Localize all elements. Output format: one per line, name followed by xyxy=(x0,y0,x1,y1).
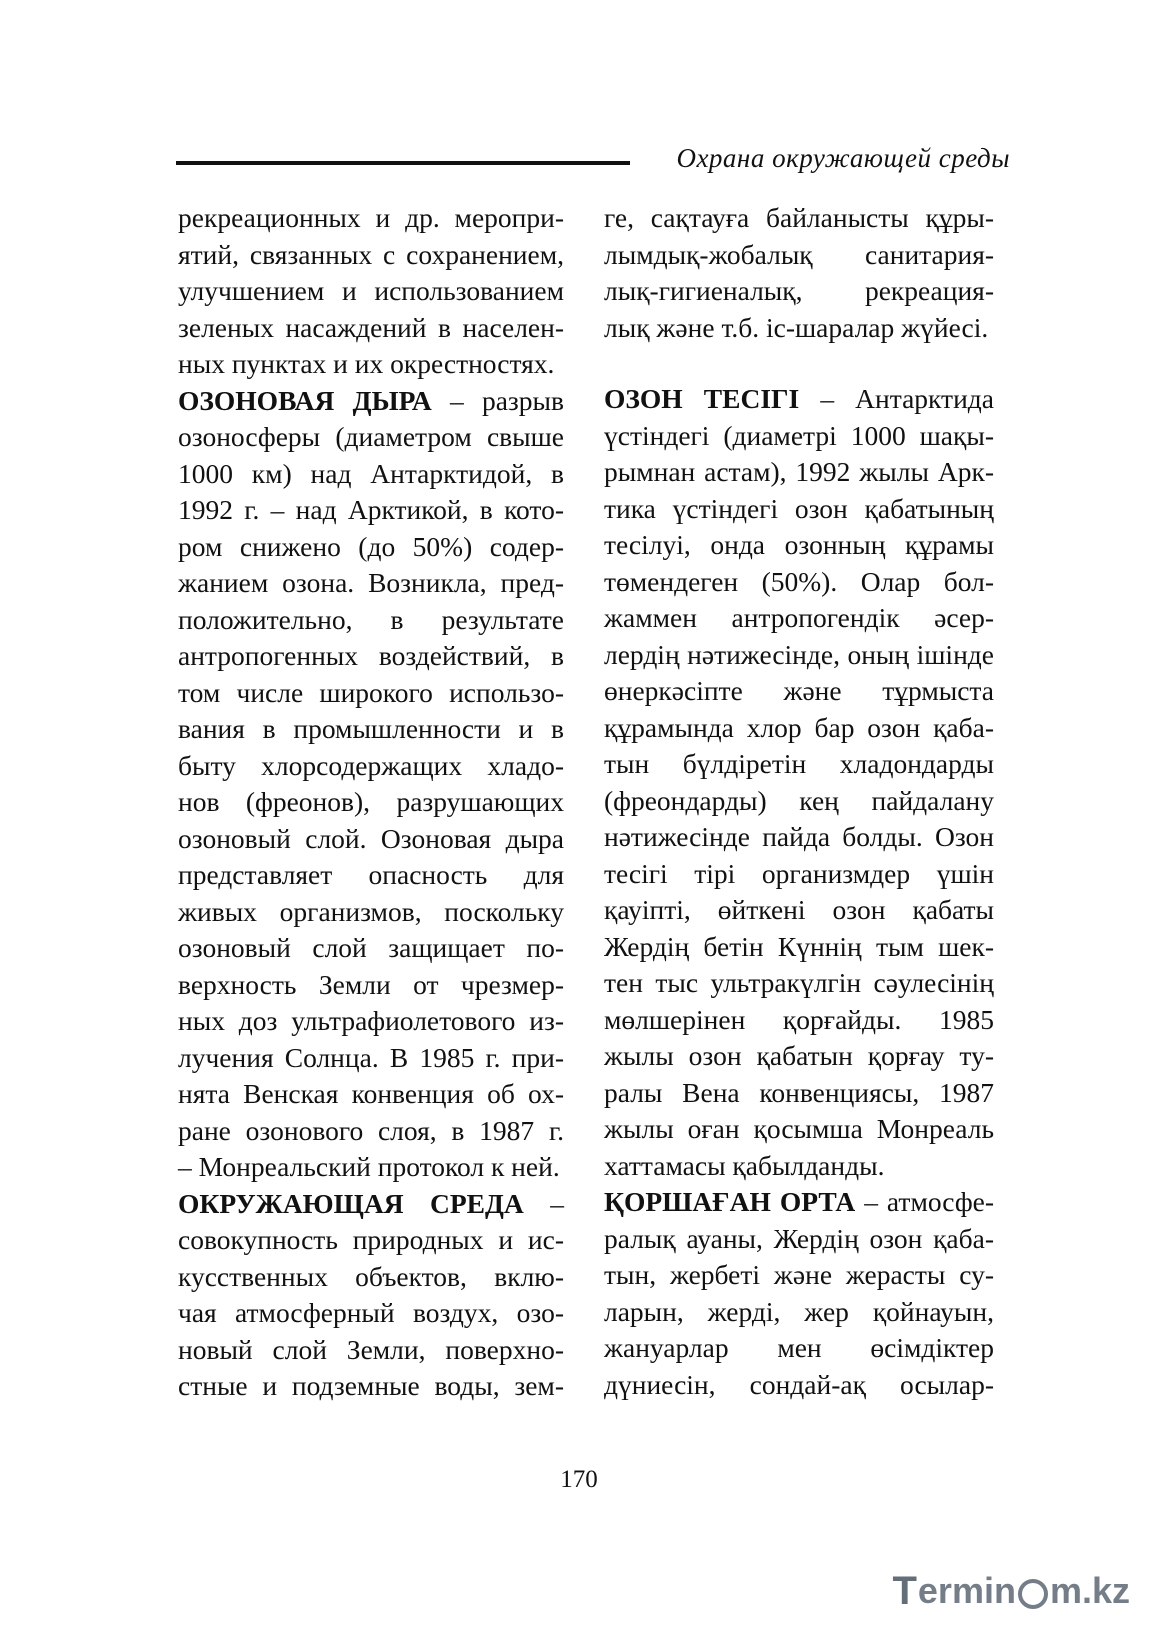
text-line: чая атмосферный воздух, озо- xyxy=(178,1297,564,1328)
running-header-title: Охрана окружающей среды xyxy=(676,143,1010,173)
text-line: новый слой Земли, поверхно- xyxy=(178,1333,564,1365)
text-line: верхность Земли от чрезмер- xyxy=(178,968,564,1000)
text-line: ране озонового слоя, в 1987 г. xyxy=(178,1114,564,1146)
entry-start-line xyxy=(178,1186,564,1223)
header-rule xyxy=(176,161,630,165)
text-line: (фреондарды) кең пайдалану xyxy=(604,784,994,816)
text-line: жаммен антропогендік әсер- xyxy=(604,602,994,633)
text-line: нов (фреонов), разрушающих xyxy=(178,786,564,817)
text-line: жылы озон қабатын қорғау ту- xyxy=(604,1040,994,1071)
text-line: лымдық-жобалық санитария- xyxy=(604,238,994,270)
watermark-circle-icon xyxy=(1018,1579,1048,1609)
text-line: дүниесін, сондай-ақ осылар- xyxy=(604,1368,994,1400)
text-line: – Монреальский протокол к ней. xyxy=(178,1151,560,1182)
text-line: тын бүлдіретін хладондарды xyxy=(604,748,994,779)
text-line: хаттамасы қабылданды. xyxy=(604,1149,885,1181)
text-line: нәтижесінде пайда болды. Озон xyxy=(604,821,994,852)
text-line: ралық ауаны, Жердің озон қаба- xyxy=(604,1222,994,1254)
text-line: лық-гигиеналық, рекреация- xyxy=(604,275,994,306)
text-line: лық және т.б. іс-шаралар жүйесі. xyxy=(604,311,989,343)
entry-text: – атмосфе- xyxy=(864,1186,994,1217)
text-line: төмендеген (50%). Олар бол- xyxy=(604,565,994,597)
text-line: быту хлорсодержащих хладо- xyxy=(178,749,564,781)
text-line: положительно, в результате xyxy=(178,603,564,635)
page-number: 170 xyxy=(560,1466,598,1493)
left-column xyxy=(178,200,564,1405)
text-line: озоносферы (диаметром свыше xyxy=(178,421,564,452)
text-line: озоновый слой. Озоновая дыра xyxy=(178,822,564,854)
entry-term: ҚОРШАҒАН ОРТА xyxy=(604,1186,856,1217)
text-line: рекреационных и др. меропри- xyxy=(178,202,564,233)
text-line: вания в промышленности и в xyxy=(178,713,564,744)
paragraph-gap xyxy=(604,346,994,381)
text-line: қауіпті, өйткені озон қабаты xyxy=(604,894,994,925)
entry-text: – Антарктида xyxy=(820,383,994,414)
text-line: совокупность природных и ис- xyxy=(178,1224,564,1255)
text-line: мөлшерінен қорғайды. 1985 xyxy=(604,1003,994,1035)
entry-term: ОКРУЖАЮЩАЯ СРЕДА xyxy=(178,1187,524,1219)
entry-start-line xyxy=(604,381,994,418)
text-line: ралы Вена конвенциясы, 1987 xyxy=(604,1076,994,1108)
termincom-watermark xyxy=(892,1569,1130,1613)
text-line: құрамында хлор бар озон қаба- xyxy=(604,711,994,743)
text-line: представляет опасность для xyxy=(178,859,564,890)
text-line: 1992 г. – над Арктикой, в кото- xyxy=(178,494,564,525)
text-line: антропогенных воздействий, в xyxy=(178,640,564,671)
text-line: лердің нәтижесінде, оның ішінде xyxy=(604,638,994,670)
entry-start-line xyxy=(604,1184,994,1221)
text-line: ных доз ультрафиолетового из- xyxy=(178,1005,564,1036)
entry-text: – xyxy=(550,1187,564,1219)
text-line: озоновый слой защищает по- xyxy=(178,932,564,963)
text-line: ятий, связанных с сохранением, xyxy=(178,238,564,270)
right-column xyxy=(604,200,994,1403)
text-line: жануарлар мен өсімдіктер xyxy=(604,1332,994,1363)
entry-term: ОЗОН ТЕСІГІ xyxy=(604,383,800,414)
text-line: улучшением и использованием xyxy=(178,275,564,306)
text-line: тесілуі, онда озонның құрамы xyxy=(604,529,994,560)
watermark-text-right: m.kz xyxy=(1049,1570,1130,1611)
text-line: ных пунктах и их окрестностях. xyxy=(178,348,555,379)
text-line: тесігі тірі организмдер үшін xyxy=(604,857,994,889)
text-line: лучения Солнца. В 1985 г. при- xyxy=(178,1041,564,1073)
text-line: өнеркәсіпте және тұрмыста xyxy=(604,675,994,706)
text-line: живых организмов, поскольку xyxy=(178,895,564,927)
entry-term: ОЗОНОВАЯ ДЫРА xyxy=(178,384,432,416)
text-line: ром снижено (до 50%) содер- xyxy=(178,530,564,562)
text-line: жылы оған қосымша Монреаль xyxy=(604,1113,994,1144)
text-line: 1000 км) над Антарктидой, в xyxy=(178,457,564,489)
text-line: жанием озона. Возникла, пред- xyxy=(178,567,564,598)
text-line: кусственных объектов, вклю- xyxy=(178,1260,564,1292)
text-line: том числе широкого использо- xyxy=(178,676,564,708)
text-line: ларын, жерді, жер қойнауын, xyxy=(604,1295,994,1327)
entry-text: – разрыв xyxy=(449,384,564,416)
text-line: рымнан астам), 1992 жылы Арк- xyxy=(604,456,994,487)
text-line: нята Венская конвенция об ох- xyxy=(178,1078,564,1109)
text-line: Жердің бетін Күннің тым шек- xyxy=(604,930,994,962)
text-line: ге, сақтауға байланысты құры- xyxy=(604,202,994,233)
text-line: зеленых насаждений в населен- xyxy=(178,311,564,343)
watermark-text-left: ermin xyxy=(917,1570,1016,1611)
text-line: стные и подземные воды, зем- xyxy=(178,1370,564,1401)
text-line: тын, жербеті және жерасты су- xyxy=(604,1259,994,1290)
watermark-t-icon: T xyxy=(892,1568,917,1613)
text-line: тен тыс ультракүлгін сәулесінің xyxy=(604,967,994,998)
text-line: тика үстіндегі озон қабатының xyxy=(604,492,994,524)
entry-start-line xyxy=(178,383,564,420)
text-line: үстіндегі (диаметрі 1000 шақы- xyxy=(604,419,994,451)
